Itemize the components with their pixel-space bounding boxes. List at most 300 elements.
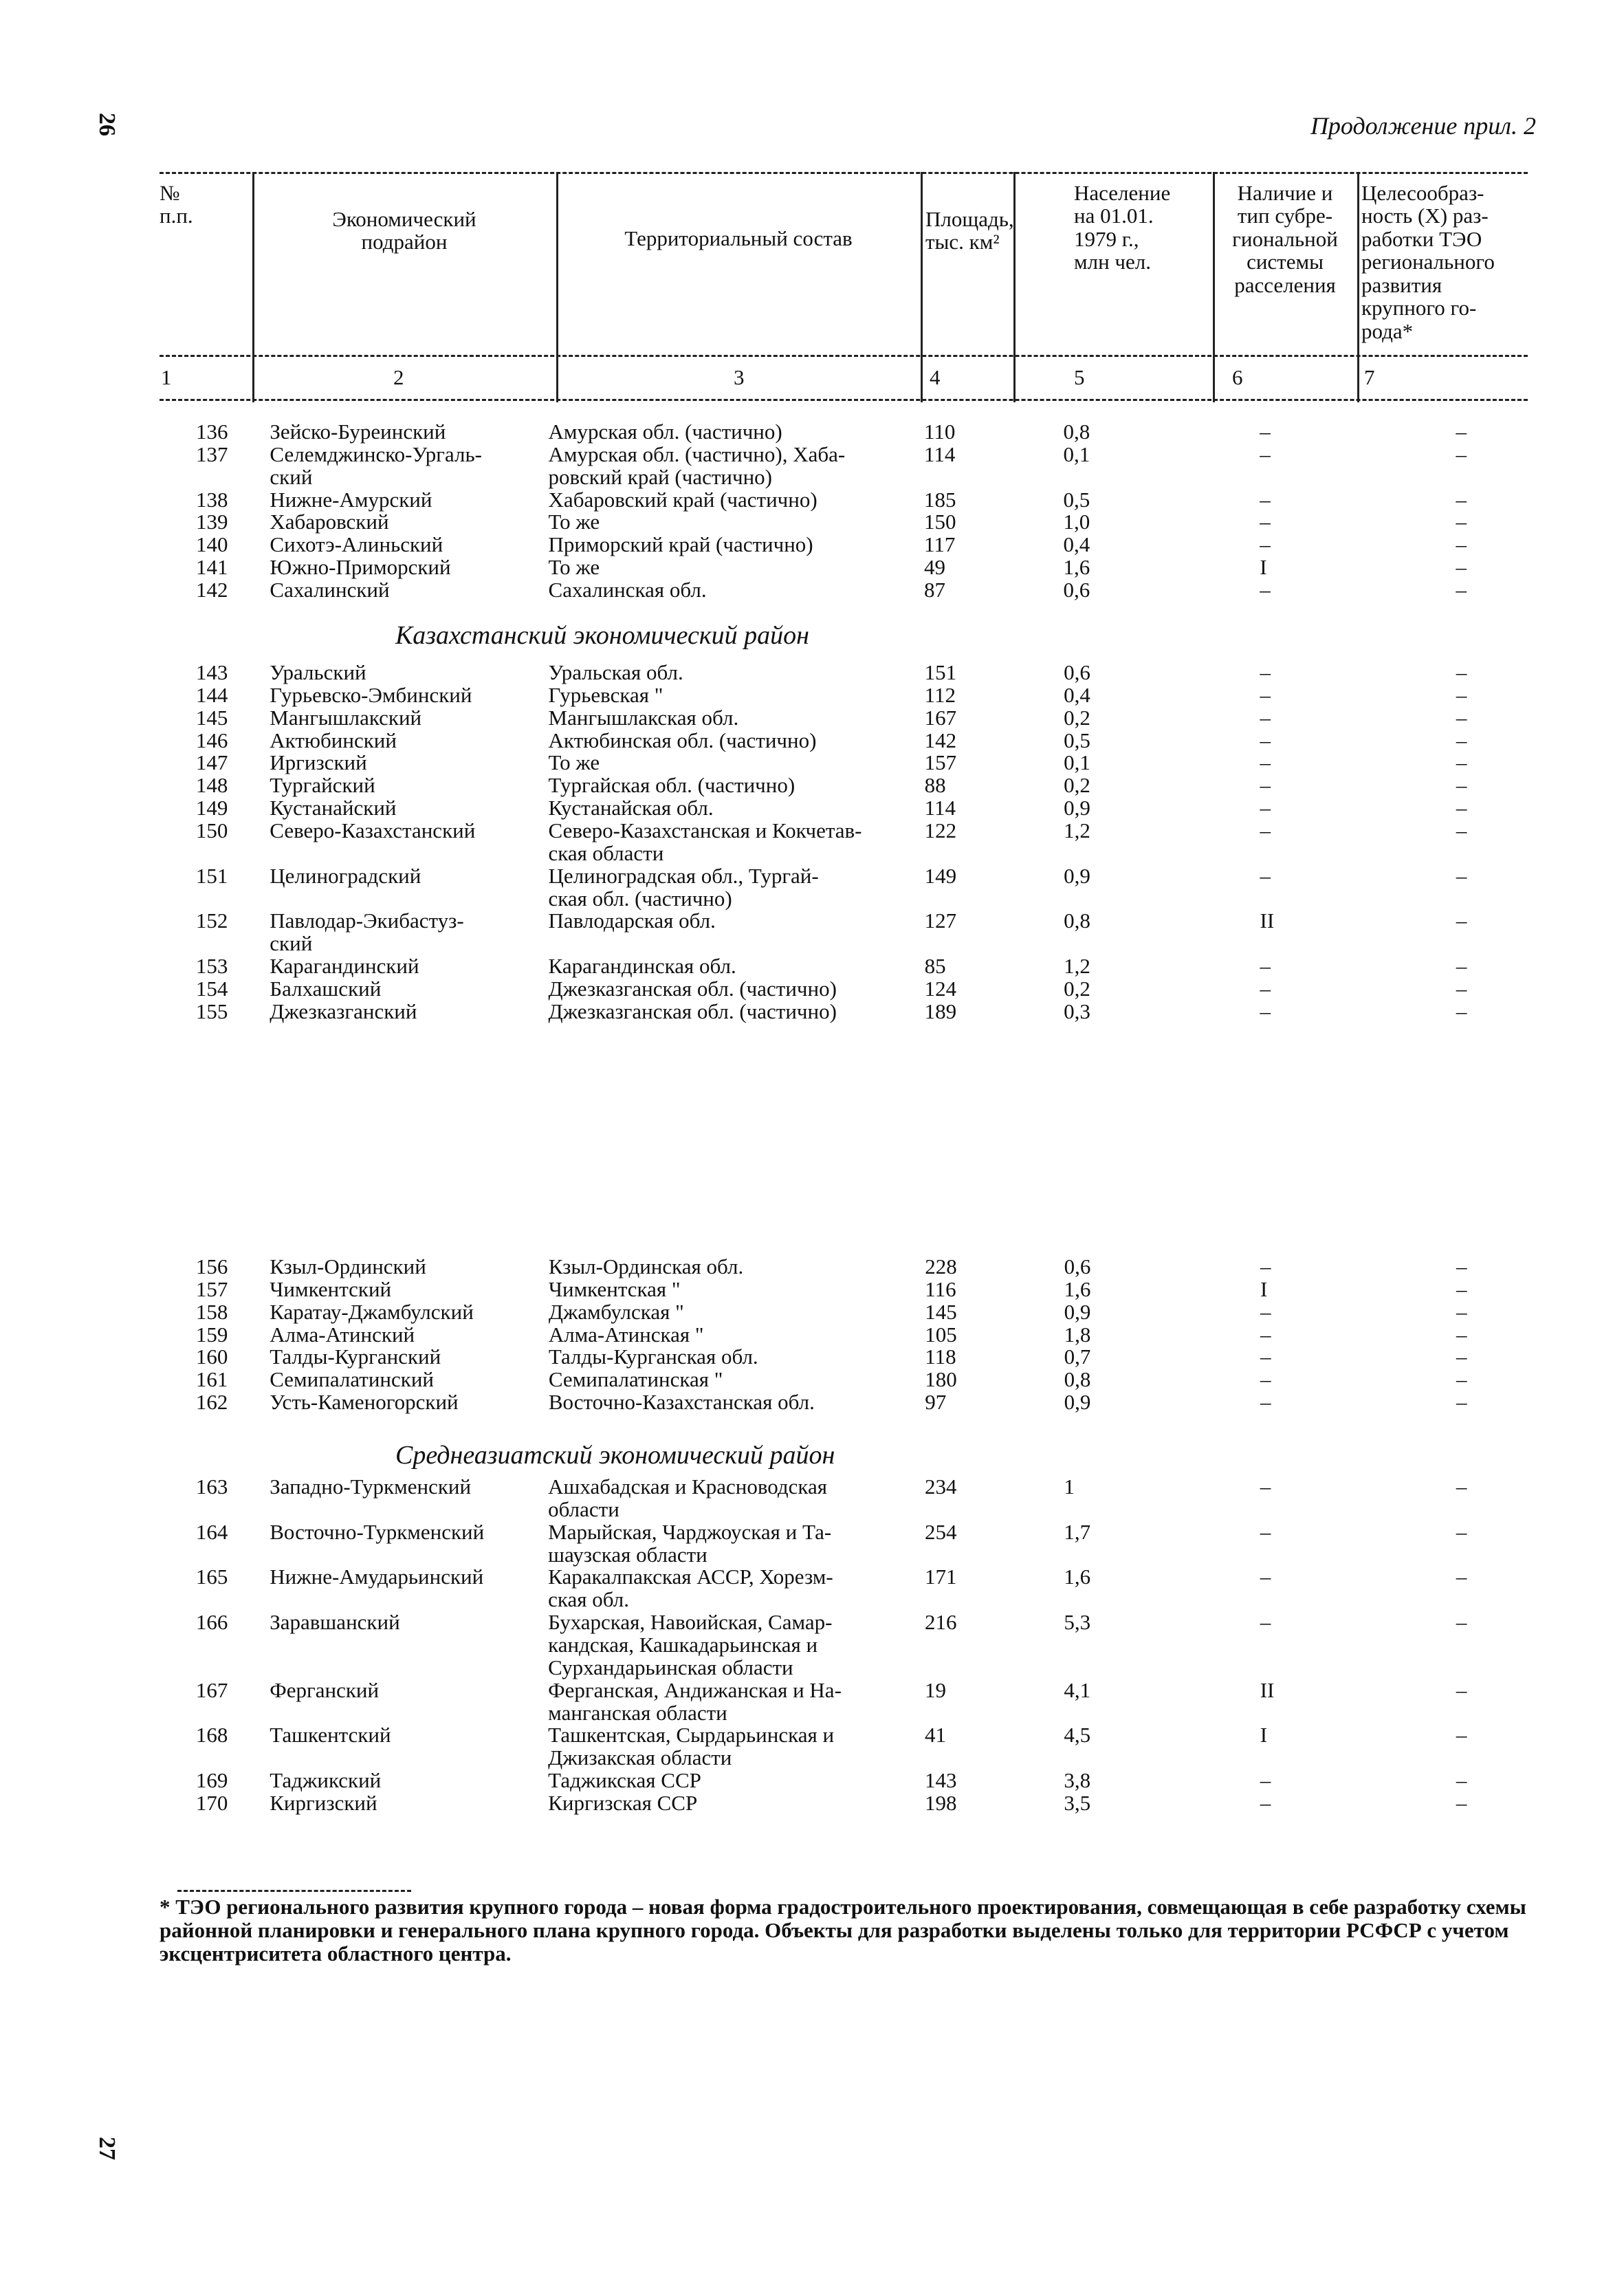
row-territory: Актюбинская обл. (частично)	[548, 728, 817, 752]
row-territory: Чимкентская "	[548, 1276, 681, 1301]
row-settlement-system: –	[1260, 1390, 1271, 1415]
row-area: 88	[924, 773, 946, 798]
row-number: 167	[195, 1677, 228, 1702]
row-number: 159	[195, 1322, 228, 1347]
row-feasibility: –	[1456, 682, 1467, 707]
table-row	[160, 978, 1624, 1001]
row-population: 3,5	[1064, 1791, 1091, 1816]
header-num-5: 5	[1074, 365, 1085, 389]
row-number: 163	[195, 1474, 228, 1499]
row-settlement-system: –	[1260, 660, 1271, 684]
row-settlement-system: –	[1260, 1610, 1271, 1635]
row-population: 0,2	[1064, 773, 1090, 798]
row-territory: Каракалпакская АССР, Хорезм- ская обл.	[548, 1565, 833, 1612]
row-area: 149	[924, 863, 957, 888]
row-feasibility: –	[1456, 750, 1467, 775]
row-population: 0,5	[1063, 487, 1090, 512]
row-population: 0,9	[1064, 1390, 1091, 1415]
row-population: 0,5	[1064, 728, 1090, 752]
row-subregion: Заравшанский	[270, 1610, 400, 1635]
table-block-central-asia	[160, 1476, 1624, 1815]
row-number: 145	[195, 705, 228, 730]
row-population: 0,4	[1064, 682, 1090, 707]
row-number: 161	[195, 1367, 228, 1392]
row-feasibility: –	[1456, 1791, 1467, 1816]
table-row	[160, 1278, 1624, 1301]
row-subregion: Иргизский	[270, 750, 367, 775]
row-area: 157	[924, 750, 957, 775]
row-area: 142	[924, 728, 957, 752]
row-settlement-system: I	[1260, 555, 1267, 580]
row-population: 1,2	[1064, 954, 1090, 979]
row-territory: Тургайская обл. (частично)	[548, 773, 795, 798]
row-number: 143	[195, 660, 228, 684]
row-territory: Павлодарская обл.	[548, 908, 716, 933]
row-area: 110	[924, 420, 956, 444]
row-area: 114	[924, 796, 956, 820]
row-settlement-system: –	[1260, 1768, 1271, 1793]
running-head: Продолжение прил. 2	[1310, 112, 1536, 140]
row-number: 144	[195, 682, 228, 707]
row-population: 1,0	[1063, 510, 1090, 534]
row-subregion: Джезказганский	[270, 999, 417, 1023]
row-territory: Таджикская ССР	[548, 1768, 701, 1793]
row-settlement-system: –	[1260, 682, 1271, 707]
row-population: 0,3	[1064, 999, 1090, 1023]
row-subregion: Кзыл-Ординский	[270, 1254, 426, 1278]
row-subregion: Нижне-Амударьинский	[270, 1565, 484, 1589]
row-number: 141	[195, 555, 228, 580]
table-row	[160, 556, 1624, 579]
row-area: 228	[925, 1254, 957, 1278]
row-settlement-system: –	[1260, 954, 1271, 979]
table-row	[160, 1611, 1624, 1679]
row-population: 3,8	[1064, 1768, 1091, 1793]
row-territory: Приморский край (частично)	[548, 532, 813, 557]
table-row	[160, 662, 1624, 684]
row-subregion: Павлодар-Экибастуз- ский	[270, 908, 464, 956]
row-area: 116	[925, 1276, 956, 1301]
row-territory: Северо-Казахстанская и Кокчетав- ская области	[548, 818, 862, 865]
table-row	[160, 1679, 1624, 1725]
row-feasibility: –	[1456, 1474, 1467, 1499]
row-feasibility: –	[1456, 705, 1467, 730]
row-settlement-system: –	[1260, 1299, 1271, 1324]
row-subregion: Южно-Приморский	[270, 555, 451, 580]
row-settlement-system: II	[1260, 1677, 1275, 1702]
row-settlement-system: –	[1260, 487, 1271, 512]
table-header	[160, 172, 1528, 406]
header-col-subregion: Экономический подрайон	[332, 207, 476, 254]
row-territory: Ташкентская, Сырдарьинская и Джизакская области	[548, 1723, 835, 1770]
row-subregion: Уральский	[270, 660, 366, 684]
row-territory: Хабаровский край (частично)	[548, 487, 818, 512]
row-area: 150	[924, 510, 956, 534]
row-territory: Сахалинская обл.	[548, 578, 707, 602]
row-feasibility: –	[1456, 1610, 1467, 1635]
row-territory: Джезказганская обл. (частично)	[548, 999, 837, 1023]
row-population: 0,8	[1064, 908, 1090, 933]
table-block-kazakhstan-1	[160, 662, 1624, 1023]
row-settlement-system: I	[1260, 1276, 1268, 1301]
row-population: 0,6	[1064, 1254, 1091, 1278]
row-area: 171	[924, 1565, 957, 1589]
row-number: 166	[195, 1610, 228, 1635]
row-population: 0,9	[1064, 796, 1090, 820]
row-number: 139	[195, 510, 228, 534]
table-row	[160, 1521, 1624, 1567]
row-feasibility: –	[1456, 1723, 1467, 1748]
row-subregion: Семипалатинский	[270, 1367, 435, 1392]
row-area: 87	[924, 578, 946, 602]
row-subregion: Актюбинский	[270, 728, 397, 752]
row-feasibility: –	[1456, 1299, 1467, 1324]
row-subregion: Восточно-Туркменский	[270, 1519, 485, 1544]
page-number-top: 26	[94, 113, 120, 136]
row-feasibility: –	[1456, 1519, 1467, 1544]
row-subregion: Карагандинский	[270, 954, 419, 979]
row-feasibility: –	[1456, 954, 1467, 979]
row-subregion: Талды-Курганский	[270, 1345, 441, 1369]
row-area: 112	[924, 682, 956, 707]
row-subregion: Сахалинский	[270, 578, 390, 602]
row-area: 19	[924, 1677, 946, 1702]
row-number: 148	[195, 773, 228, 798]
row-territory: То же	[548, 555, 600, 580]
row-territory: Киргизская ССР	[548, 1791, 698, 1816]
row-settlement-system: –	[1260, 773, 1271, 798]
row-settlement-system: –	[1260, 705, 1271, 730]
row-feasibility: –	[1456, 660, 1467, 684]
row-population: 0,9	[1064, 863, 1090, 888]
row-population: 0,6	[1064, 660, 1090, 684]
row-subregion: Сихотэ-Алиньский	[270, 532, 443, 557]
row-area: 124	[924, 977, 957, 1001]
row-number: 136	[195, 420, 228, 444]
table-row	[160, 579, 1624, 602]
row-area: 41	[924, 1723, 946, 1748]
header-num-3: 3	[734, 365, 745, 389]
row-settlement-system: –	[1260, 1367, 1271, 1392]
row-population: 0,4	[1063, 532, 1090, 557]
table-row	[160, 489, 1624, 512]
header-num-1: 1	[161, 365, 172, 389]
row-territory: Бухарская, Навоийская, Самар- кандская, Кашкадарьинская и Сурхандарьинская области	[548, 1610, 833, 1679]
row-settlement-system: –	[1260, 1254, 1271, 1278]
header-col-area: Площадь, тыс. км²	[925, 207, 1014, 254]
row-settlement-system: –	[1260, 999, 1271, 1023]
row-number: 157	[195, 1276, 228, 1301]
row-subregion: Селемджинско-Ургаль- ский	[270, 442, 482, 489]
row-number: 146	[195, 728, 228, 752]
row-feasibility: –	[1456, 578, 1467, 602]
table-row	[160, 1369, 1624, 1391]
row-area: 85	[924, 954, 946, 979]
table-row	[160, 752, 1624, 774]
row-number: 170	[195, 1791, 228, 1816]
row-settlement-system: –	[1260, 1474, 1271, 1499]
row-territory: Амурская обл. (частично), Хаба- ровский край (частично)	[548, 442, 846, 489]
table-row	[160, 797, 1624, 820]
row-feasibility: –	[1456, 1768, 1467, 1793]
row-territory: Талды-Курганская обл.	[548, 1345, 758, 1369]
row-subregion: Таджикский	[270, 1768, 382, 1793]
row-population: 0,2	[1064, 705, 1090, 730]
row-area: 143	[924, 1768, 957, 1793]
table-row	[160, 1324, 1624, 1347]
row-population: 0,6	[1063, 578, 1090, 602]
row-population: 4,5	[1064, 1723, 1091, 1748]
row-population: 1,6	[1064, 1565, 1091, 1589]
table-row	[160, 684, 1624, 707]
row-number: 147	[195, 750, 228, 775]
row-population: 1,7	[1064, 1519, 1091, 1544]
row-number: 156	[195, 1254, 228, 1278]
header-col-number: № п.п.	[160, 181, 193, 228]
page-number-bottom: 27	[94, 2137, 120, 2160]
row-subregion: Гурьевско-Эмбинский	[270, 682, 472, 707]
row-subregion: Каратау-Джамбулский	[270, 1299, 474, 1324]
row-subregion: Северо-Казахстанский	[270, 818, 476, 843]
row-feasibility: –	[1456, 908, 1467, 933]
row-feasibility: –	[1456, 420, 1467, 444]
row-feasibility: –	[1456, 999, 1467, 1023]
header-col-territory: Территориальный состав	[624, 226, 853, 250]
row-area: 216	[924, 1610, 957, 1635]
row-settlement-system: II	[1260, 908, 1275, 933]
row-territory: Кзыл-Ординская обл.	[548, 1254, 744, 1278]
row-number: 151	[195, 863, 228, 888]
row-subregion: Ферганский	[270, 1677, 380, 1702]
row-subregion: Киргизский	[270, 1791, 377, 1816]
row-area: 167	[924, 705, 957, 730]
table-row	[160, 1476, 1624, 1521]
table-row	[160, 444, 1624, 489]
row-feasibility: –	[1456, 1390, 1467, 1415]
row-territory: Восточно-Казахстанская обл.	[548, 1390, 815, 1415]
row-subregion: Тургайский	[270, 773, 375, 798]
row-feasibility: –	[1456, 1276, 1467, 1301]
table-row	[160, 1770, 1624, 1792]
row-territory: Гурьевская "	[548, 682, 663, 707]
row-population: 1,8	[1064, 1322, 1091, 1347]
row-area: 122	[924, 818, 957, 843]
row-population: 5,3	[1064, 1610, 1091, 1635]
row-area: 151	[924, 660, 957, 684]
table-row	[160, 1001, 1624, 1023]
row-number: 138	[195, 487, 228, 512]
row-settlement-system: –	[1260, 818, 1271, 843]
row-number: 164	[195, 1519, 228, 1544]
row-settlement-system: –	[1260, 1565, 1271, 1589]
row-settlement-system: –	[1260, 578, 1271, 602]
row-number: 168	[195, 1723, 228, 1748]
row-territory: То же	[548, 510, 600, 534]
row-feasibility: –	[1456, 977, 1467, 1001]
row-subregion: Мангышлакский	[270, 705, 422, 730]
header-num-7: 7	[1364, 365, 1375, 389]
row-settlement-system: –	[1260, 796, 1271, 820]
row-settlement-system: –	[1260, 532, 1271, 557]
row-subregion: Алма-Атинский	[270, 1322, 415, 1347]
row-territory: Джамбулская "	[548, 1299, 684, 1324]
row-settlement-system: –	[1260, 1322, 1271, 1347]
section-title-central-asia: Среднеазиатский экономический район	[395, 1441, 835, 1470]
row-area: 118	[925, 1345, 956, 1369]
row-subregion: Усть-Каменогорский	[270, 1390, 459, 1415]
table-row	[160, 1391, 1624, 1414]
row-area: 189	[924, 999, 957, 1023]
row-feasibility: –	[1456, 487, 1467, 512]
row-settlement-system: –	[1260, 977, 1271, 1001]
row-number: 152	[195, 908, 228, 933]
row-feasibility: –	[1456, 773, 1467, 798]
row-area: 198	[924, 1791, 957, 1816]
row-area: 254	[924, 1519, 957, 1544]
header-num-2: 2	[393, 365, 404, 389]
header-num-6: 6	[1232, 365, 1243, 389]
table-row	[160, 730, 1624, 752]
table-row	[160, 1792, 1624, 1815]
row-area: 97	[925, 1390, 947, 1415]
table-block-kazakhstan-2	[160, 1256, 1624, 1414]
row-territory: Алма-Атинская "	[548, 1322, 704, 1347]
row-feasibility: –	[1456, 555, 1467, 580]
table-row	[160, 707, 1624, 730]
footnote: * ТЭО регионального развития крупного города – новая форма градостроительного проектирования, совмещающая в себе разработку схемы районной планировки и генерального плана крупного города. Объекты для разработки выделены только для территории РСФСР с учетом эксцентриситета областного центра.	[160, 1895, 1526, 1966]
table-row	[160, 511, 1624, 534]
row-number: 137	[195, 442, 228, 466]
row-number: 150	[195, 818, 228, 843]
row-territory: Целиноградская обл., Тургай- ская обл. (частично)	[548, 863, 819, 911]
row-population: 1,6	[1064, 1276, 1091, 1301]
table-row	[160, 1724, 1624, 1770]
row-number: 160	[195, 1345, 228, 1369]
row-feasibility: –	[1456, 1322, 1467, 1347]
row-territory: Семипалатинская "	[548, 1367, 723, 1392]
row-feasibility: –	[1456, 796, 1467, 820]
header-col-feasibility: Целесообраз- ность (Х) раз- работки ТЭО регионального развития крупного го- рода*	[1361, 181, 1495, 343]
table-block-far-east	[160, 421, 1624, 602]
row-subregion: Западно-Туркменский	[270, 1474, 472, 1499]
row-feasibility: –	[1456, 1565, 1467, 1589]
table-row	[160, 910, 1624, 955]
row-population: 0,7	[1064, 1345, 1091, 1369]
row-population: 0,8	[1064, 1367, 1091, 1392]
row-territory: Уральская обл.	[548, 660, 683, 684]
row-number: 153	[195, 954, 228, 979]
row-population: 0,9	[1064, 1299, 1091, 1324]
row-area: 234	[924, 1474, 957, 1499]
row-subregion: Целиноградский	[270, 863, 421, 888]
row-population: 1,2	[1064, 818, 1090, 843]
row-settlement-system: –	[1260, 442, 1271, 466]
table-row	[160, 1566, 1624, 1611]
table-row	[160, 421, 1624, 444]
row-settlement-system: –	[1260, 510, 1271, 534]
row-number: 142	[195, 578, 228, 602]
row-area: 49	[924, 555, 946, 580]
row-number: 155	[195, 999, 228, 1023]
table-row	[160, 774, 1624, 797]
row-settlement-system: –	[1260, 1345, 1271, 1369]
row-feasibility: –	[1456, 442, 1467, 466]
row-subregion: Кустанайский	[270, 796, 397, 820]
header-col-population: Население на 01.01. 1979 г., млн чел.	[1074, 181, 1171, 274]
row-feasibility: –	[1456, 818, 1467, 843]
row-territory: Ашхабадская и Красноводская области	[548, 1474, 828, 1521]
row-feasibility: –	[1456, 1345, 1467, 1369]
row-area: 105	[925, 1322, 957, 1347]
row-settlement-system: –	[1260, 420, 1271, 444]
row-subregion: Балхашский	[270, 977, 382, 1001]
row-population: 0,1	[1063, 442, 1090, 466]
row-subregion: Чимкентский	[270, 1276, 392, 1301]
row-territory: Ферганская, Андижанская и На- манганская области	[548, 1677, 842, 1725]
row-feasibility: –	[1456, 1254, 1467, 1278]
row-feasibility: –	[1456, 1677, 1467, 1702]
table-row	[160, 1256, 1624, 1278]
table-row	[160, 534, 1624, 556]
row-population: 4,1	[1064, 1677, 1091, 1702]
row-territory: То же	[548, 750, 600, 775]
row-population: 1	[1064, 1474, 1075, 1499]
row-territory: Амурская обл. (частично)	[548, 420, 782, 444]
row-feasibility: –	[1456, 863, 1467, 888]
row-territory: Карагандинская обл.	[548, 954, 736, 979]
row-territory: Джезказганская обл. (частично)	[548, 977, 837, 1001]
row-subregion: Зейско-Буреинский	[270, 420, 446, 444]
row-settlement-system: –	[1260, 863, 1271, 888]
row-territory: Мангышлакская обл.	[548, 705, 739, 730]
row-subregion: Нижне-Амурский	[270, 487, 432, 512]
row-settlement-system: –	[1260, 1791, 1271, 1816]
table-row	[160, 820, 1624, 865]
row-area: 114	[924, 442, 956, 466]
row-area: 185	[924, 487, 956, 512]
row-feasibility: –	[1456, 728, 1467, 752]
row-area: 117	[924, 532, 956, 557]
row-number: 169	[195, 1768, 228, 1793]
table-row	[160, 1301, 1624, 1324]
row-number: 162	[195, 1390, 228, 1415]
row-number: 165	[195, 1565, 228, 1589]
row-settlement-system: I	[1260, 1723, 1268, 1748]
row-settlement-system: –	[1260, 750, 1271, 775]
row-number: 154	[195, 977, 228, 1001]
row-territory: Марыйская, Чарджоуская и Та- шаузская области	[548, 1519, 832, 1567]
row-population: 1,6	[1063, 555, 1090, 580]
row-feasibility: –	[1456, 532, 1467, 557]
row-subregion: Хабаровский	[270, 510, 389, 534]
row-population: 0,8	[1063, 420, 1090, 444]
table-row	[160, 1346, 1624, 1369]
row-subregion: Ташкентский	[270, 1723, 391, 1748]
row-area: 180	[925, 1367, 957, 1392]
table-row	[160, 865, 1624, 911]
row-area: 145	[925, 1299, 957, 1324]
header-col-settlement-system: Наличие и тип субре- гиональной системы расселения	[1232, 181, 1338, 297]
header-num-4: 4	[930, 365, 941, 389]
row-settlement-system: –	[1260, 728, 1271, 752]
row-feasibility: –	[1456, 510, 1467, 534]
row-population: 0,1	[1064, 750, 1090, 775]
row-territory: Кустанайская обл.	[548, 796, 714, 820]
row-number: 149	[195, 796, 228, 820]
table-row	[160, 955, 1624, 978]
row-feasibility: –	[1456, 1367, 1467, 1392]
row-population: 0,2	[1064, 977, 1090, 1001]
